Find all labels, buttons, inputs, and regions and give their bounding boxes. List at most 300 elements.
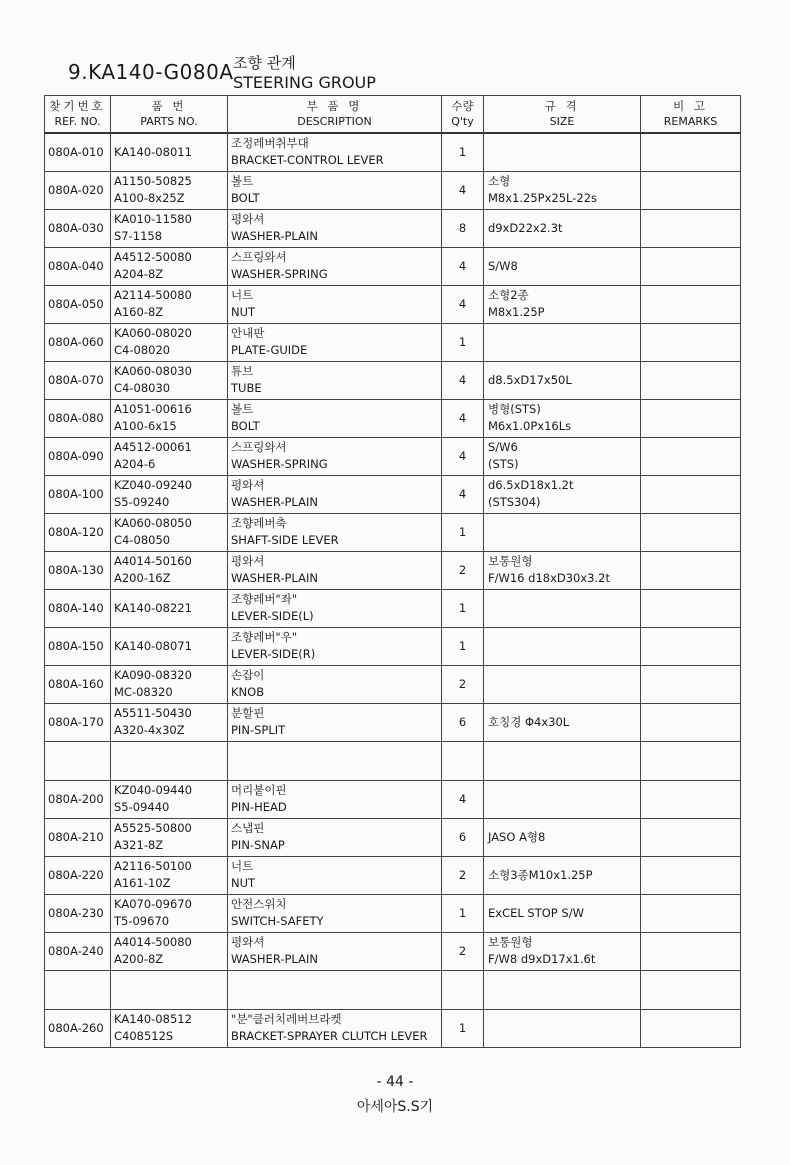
parts-number-cell [111, 209, 228, 247]
description-cell [228, 133, 442, 171]
parts-number: A4512-00061 [114, 440, 192, 454]
table-row [45, 323, 741, 361]
table-row [45, 1009, 741, 1047]
ref-number-cell [45, 894, 111, 932]
description-english: PIN-SNAP [231, 838, 285, 852]
size-spec: M8x1.25P [488, 305, 545, 319]
remarks-cell [641, 209, 741, 247]
remarks-cell [641, 323, 741, 361]
company-name: 아세아S.S기 [356, 1099, 434, 1115]
ref-number: 080A-070 [48, 373, 104, 387]
table-row [45, 856, 741, 894]
description-english: WASHER-SPRING [231, 267, 328, 281]
ref-number-cell [45, 171, 111, 209]
column-header-remarks: 비 고 REMARKS [641, 96, 741, 134]
parts-number-cell [111, 932, 228, 970]
quantity: 2 [458, 563, 467, 577]
parts-table [44, 95, 741, 1048]
parts-number: KZ040-09440 [114, 783, 193, 797]
quantity: 4 [458, 487, 467, 501]
parts-number: A5511-50430 [114, 706, 192, 720]
parts-number: A204-6 [114, 457, 156, 471]
parts-number: A100-8x25Z [114, 191, 185, 205]
description-english: BOLT [231, 419, 260, 433]
description-korean: 평와셔 [231, 554, 265, 568]
description-korean: 손잡이 [231, 668, 265, 682]
size-spec: S/W6 [488, 440, 518, 454]
ref-number: 080A-160 [48, 677, 104, 691]
description-english: PLATE-GUIDE [231, 343, 308, 357]
remarks-cell [641, 856, 741, 894]
size-cell [484, 209, 641, 247]
description-cell [228, 323, 442, 361]
parts-number: A2114-50080 [114, 288, 192, 302]
table-row [45, 133, 741, 171]
table-row [45, 475, 741, 513]
remarks-cell [641, 171, 741, 209]
size-spec: M8x1.25Px25L-22s [488, 191, 598, 205]
description-korean: 조정레버취부대 [231, 136, 309, 151]
parts-number-cell [111, 323, 228, 361]
parts-number: KA140-08221 [114, 600, 192, 615]
description-cell [228, 703, 442, 741]
quantity: 1 [458, 601, 467, 615]
description-english: WASHER-PLAIN [231, 571, 318, 585]
description-korean: 평와셔 [231, 935, 265, 949]
quantity-cell [442, 703, 484, 741]
parts-number-cell [111, 894, 228, 932]
remarks-cell [641, 399, 741, 437]
parts-number: A2116-50100 [114, 859, 192, 873]
description-korean: 볼트 [231, 174, 254, 188]
parts-number-cell [111, 133, 228, 171]
quantity: 1 [458, 145, 467, 160]
remarks-cell [641, 285, 741, 323]
ref-number-cell [45, 133, 111, 171]
parts-number-cell [111, 627, 228, 665]
table-row [45, 399, 741, 437]
quantity: 1 [458, 335, 467, 349]
parts-number-cell [111, 780, 228, 818]
remarks-cell [641, 703, 741, 741]
description-korean: 머리붙이핀 [231, 783, 287, 797]
column-header-size: 규 격 SIZE [484, 96, 641, 134]
parts-number: C4-08030 [114, 381, 171, 395]
parts-number-cell [111, 589, 228, 627]
quantity: 4 [458, 449, 467, 463]
description-cell [228, 818, 442, 856]
size-cell [484, 589, 641, 627]
quantity: 4 [458, 411, 467, 425]
parts-number: A4014-50160 [114, 554, 192, 568]
remarks-cell [641, 780, 741, 818]
parts-number: MC-08320 [114, 685, 173, 699]
description-english: WASHER-PLAIN [231, 952, 318, 966]
size-spec: 소형3종M10x1.25P [488, 867, 593, 882]
ref-number-cell [45, 209, 111, 247]
description-english: NUT [231, 305, 256, 319]
size-spec: 호칭경 Φ4x30L [488, 714, 570, 729]
quantity: 1 [458, 906, 467, 920]
size-cell [484, 741, 641, 780]
description-cell [228, 513, 442, 551]
parts-number: KA010-11580 [114, 212, 192, 226]
parts-number: KA090-08320 [114, 668, 192, 682]
description-cell [228, 475, 442, 513]
parts-number: KA060-08050 [114, 516, 192, 530]
description-cell [228, 856, 442, 894]
size-spec: (STS) [488, 457, 519, 471]
remarks-cell [641, 133, 741, 171]
quantity-cell [442, 894, 484, 932]
remarks-cell [641, 970, 741, 1009]
ref-number: 080A-080 [48, 411, 104, 425]
parts-number: KA140-08071 [114, 638, 192, 653]
size-cell [484, 285, 641, 323]
description-korean: 너트 [231, 859, 254, 873]
description-cell [228, 1009, 442, 1047]
parts-number: C4-08050 [114, 533, 171, 547]
size-cell [484, 780, 641, 818]
column-header-parts-no: 품 번 PARTS NO. [111, 96, 228, 134]
table-row [45, 361, 741, 399]
size-cell [484, 247, 641, 285]
description-cell [228, 780, 442, 818]
description-english: BRACKET-CONTROL LEVER [231, 153, 384, 168]
size-cell [484, 665, 641, 703]
table-row [45, 551, 741, 589]
quantity-cell [442, 665, 484, 703]
quantity-cell [442, 780, 484, 818]
ref-number-cell [45, 361, 111, 399]
parts-number: KZ040-09240 [114, 478, 193, 492]
ref-number: 080A-060 [48, 335, 104, 349]
description-english: KNOB [231, 685, 265, 699]
ref-number-cell [45, 323, 111, 361]
description-english: WASHER-PLAIN [231, 229, 318, 243]
parts-number: KA140-08011 [114, 144, 192, 159]
size-cell [484, 475, 641, 513]
ref-number: 080A-020 [48, 183, 104, 197]
size-spec: S/W8 [488, 258, 518, 273]
quantity-cell [442, 932, 484, 970]
parts-number-cell [111, 475, 228, 513]
parts-number: A160-8Z [114, 305, 164, 319]
size-cell [484, 1009, 641, 1047]
ref-number-cell [45, 475, 111, 513]
size-cell [484, 437, 641, 475]
description-cell [228, 209, 442, 247]
description-cell [228, 932, 442, 970]
table-row [45, 703, 741, 741]
description-korean: 스프링와셔 [231, 440, 287, 454]
description-korean: 안전스위치 [231, 897, 287, 911]
quantity-cell [442, 247, 484, 285]
parts-number-cell [111, 399, 228, 437]
description-cell [228, 551, 442, 589]
ref-number: 080A-260 [48, 1021, 104, 1035]
quantity: 4 [458, 373, 467, 387]
size-cell [484, 856, 641, 894]
size-cell [484, 627, 641, 665]
parts-number: A1150-50825 [114, 174, 192, 188]
size-cell [484, 551, 641, 589]
parts-number-cell [111, 551, 228, 589]
description-english: LEVER-SIDE(R) [231, 647, 316, 661]
description-english: BRACKET-SPRAYER CLUTCH LEVER [231, 1029, 428, 1043]
remarks-cell [641, 894, 741, 932]
ref-number-cell [45, 1009, 111, 1047]
description-cell [228, 627, 442, 665]
description-english: TUBE [231, 381, 262, 395]
table-row [45, 247, 741, 285]
ref-number-cell [45, 932, 111, 970]
parts-number: KA070-09670 [114, 897, 192, 911]
ref-number-cell [45, 627, 111, 665]
quantity: 4 [458, 792, 467, 806]
quantity: 4 [458, 183, 467, 197]
table-row [45, 209, 741, 247]
ref-number: 080A-090 [48, 449, 104, 463]
ref-number: 080A-120 [48, 525, 104, 539]
table-row-blank [45, 970, 741, 1009]
quantity: 4 [458, 297, 467, 311]
parts-number-cell [111, 171, 228, 209]
description-cell [228, 285, 442, 323]
ref-number: 080A-100 [48, 487, 104, 501]
table-row [45, 894, 741, 932]
remarks-cell [641, 818, 741, 856]
table-row-blank [45, 741, 741, 780]
column-header-qty: 수량 Q'ty [442, 96, 484, 134]
description-cell [228, 665, 442, 703]
remarks-cell [641, 665, 741, 703]
ref-number-cell [45, 856, 111, 894]
table-row [45, 513, 741, 551]
parts-number-cell [111, 1009, 228, 1047]
page-number: - 44 - [376, 1074, 414, 1090]
parts-number: T5-09670 [114, 914, 170, 928]
size-spec: ExCEL STOP S/W [488, 905, 584, 920]
quantity: 6 [458, 715, 467, 729]
ref-number-cell [45, 551, 111, 589]
description-cell [228, 589, 442, 627]
quantity-cell [442, 171, 484, 209]
group-code: 9.KA140-G080A [68, 60, 234, 84]
parts-number-cell [111, 818, 228, 856]
table-row [45, 818, 741, 856]
ref-number-cell [45, 437, 111, 475]
parts-number: A100-6x15 [114, 419, 177, 433]
description-english: WASHER-SPRING [231, 457, 328, 471]
size-spec: 소형 [488, 174, 511, 188]
quantity-cell [442, 475, 484, 513]
remarks-cell [641, 1009, 741, 1047]
description-korean: 조향레버"좌" [231, 592, 298, 606]
description-english: BOLT [231, 191, 260, 205]
size-cell [484, 970, 641, 1009]
ref-number: 080A-030 [48, 221, 104, 235]
parts-number-cell [111, 703, 228, 741]
size-cell [484, 932, 641, 970]
remarks-cell [641, 589, 741, 627]
ref-number: 080A-050 [48, 297, 104, 311]
description-english: PIN-SPLIT [231, 723, 286, 737]
quantity-cell [442, 818, 484, 856]
parts-number: A5525-50800 [114, 821, 192, 835]
quantity: 1 [458, 1021, 467, 1035]
size-cell [484, 171, 641, 209]
quantity-cell [442, 589, 484, 627]
parts-number-cell [111, 665, 228, 703]
table-row [45, 437, 741, 475]
description-korean: 조향레버"우" [231, 630, 298, 644]
parts-number-cell [111, 970, 228, 1009]
ref-number-cell [45, 589, 111, 627]
group-title-english: STEERING GROUP [233, 73, 376, 92]
remarks-cell [641, 361, 741, 399]
description-cell [228, 247, 442, 285]
quantity: 2 [458, 677, 467, 691]
quantity: 4 [458, 259, 467, 273]
quantity: 2 [458, 944, 467, 958]
parts-number: KA060-08020 [114, 326, 192, 340]
parts-number-cell [111, 741, 228, 780]
ref-number: 080A-150 [48, 639, 104, 653]
ref-number: 080A-230 [48, 906, 104, 920]
size-spec: JASO A형8 [488, 829, 546, 844]
size-spec: 보통원형 [488, 935, 533, 949]
size-cell [484, 323, 641, 361]
ref-number-cell [45, 665, 111, 703]
parts-number-cell [111, 437, 228, 475]
size-spec: d9xD22x2.3t [488, 220, 563, 235]
remarks-cell [641, 437, 741, 475]
ref-number: 080A-140 [48, 601, 104, 615]
parts-number: A320-4x30Z [114, 723, 185, 737]
ref-number: 080A-130 [48, 563, 104, 577]
size-spec: F/W16 d18xD30x3.2t [488, 571, 610, 585]
parts-number: S7-1158 [114, 229, 163, 243]
ref-number-cell [45, 703, 111, 741]
description-korean: 평와셔 [231, 212, 265, 226]
quantity-cell [442, 970, 484, 1009]
description-korean: 스프링와셔 [231, 250, 287, 264]
parts-number: S5-09240 [114, 495, 170, 509]
remarks-cell [641, 627, 741, 665]
description-korean: 튜브 [231, 364, 254, 378]
parts-number: C408512S [114, 1029, 174, 1043]
parts-number: A200-8Z [114, 952, 164, 966]
description-cell [228, 970, 442, 1009]
quantity-cell [442, 209, 484, 247]
description-korean: 안내판 [231, 326, 265, 340]
parts-number: C4-08020 [114, 343, 171, 357]
quantity-cell [442, 399, 484, 437]
remarks-cell [641, 513, 741, 551]
remarks-cell [641, 551, 741, 589]
size-cell [484, 894, 641, 932]
quantity-cell [442, 513, 484, 551]
ref-number: 080A-170 [48, 715, 104, 729]
quantity-cell [442, 1009, 484, 1047]
ref-number: 080A-010 [48, 145, 104, 160]
description-cell [228, 171, 442, 209]
ref-number: 080A-220 [48, 868, 104, 882]
size-cell [484, 133, 641, 171]
table-row [45, 780, 741, 818]
remarks-cell [641, 741, 741, 780]
ref-number: 080A-040 [48, 259, 104, 273]
size-spec: d6.5xD18x1.2t [488, 478, 574, 492]
ref-number-cell [45, 970, 111, 1009]
parts-number: A204-8Z [114, 267, 164, 281]
description-korean: 평와셔 [231, 478, 265, 492]
description-english: SWITCH-SAFETY [231, 914, 324, 928]
description-korean: 분할핀 [231, 706, 265, 720]
parts-number: A4014-50080 [114, 935, 192, 949]
parts-number: KA060-08030 [114, 364, 192, 378]
ref-number: 080A-240 [48, 944, 104, 958]
table-row [45, 932, 741, 970]
quantity-cell [442, 627, 484, 665]
table-row [45, 285, 741, 323]
description-english: SHAFT-SIDE LEVER [231, 533, 339, 547]
size-spec: M6x1.0Px16Ls [488, 419, 572, 433]
ref-number-cell [45, 247, 111, 285]
remarks-cell [641, 247, 741, 285]
quantity-cell [442, 551, 484, 589]
parts-number: S5-09440 [114, 800, 170, 814]
quantity-cell [442, 361, 484, 399]
quantity: 1 [458, 639, 467, 653]
description-english: WASHER-PLAIN [231, 495, 318, 509]
table-row [45, 665, 741, 703]
size-spec: 보통원형 [488, 554, 533, 568]
parts-number: A321-8Z [114, 838, 164, 852]
quantity: 1 [458, 525, 467, 539]
size-cell [484, 513, 641, 551]
parts-number-cell [111, 856, 228, 894]
page-header [0, 0, 790, 96]
group-title-korean: 조향 관계 [233, 54, 296, 72]
table-header-row [45, 96, 741, 134]
quantity-cell [442, 285, 484, 323]
parts-number-cell [111, 247, 228, 285]
table-row [45, 589, 741, 627]
size-cell [484, 818, 641, 856]
size-cell [484, 703, 641, 741]
size-cell [484, 399, 641, 437]
ref-number-cell [45, 741, 111, 780]
parts-number: A1051-00616 [114, 402, 192, 416]
column-header-ref: 찾기번호 REF. NO. [45, 96, 111, 134]
description-cell [228, 741, 442, 780]
parts-number-cell [111, 513, 228, 551]
quantity-cell [442, 323, 484, 361]
ref-number-cell [45, 399, 111, 437]
quantity: 8 [458, 221, 467, 235]
parts-number: A4512-50080 [114, 250, 192, 264]
description-korean: 너트 [231, 288, 254, 302]
size-spec: F/W8 d9xD17x1.6t [488, 952, 596, 966]
quantity-cell [442, 741, 484, 780]
description-english: PIN-HEAD [231, 800, 287, 814]
parts-number: KA140-08512 [114, 1012, 192, 1026]
ref-number-cell [45, 780, 111, 818]
table-row [45, 171, 741, 209]
parts-number-cell [111, 285, 228, 323]
